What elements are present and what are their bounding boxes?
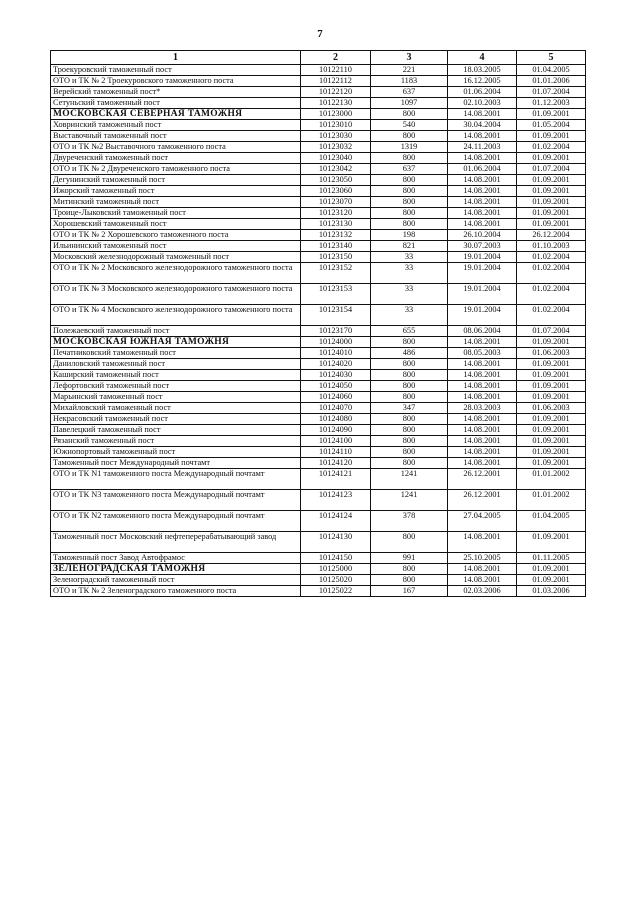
order-number-cell: 800 (371, 153, 448, 164)
column-header: 2 (301, 51, 371, 65)
table-row (51, 305, 586, 326)
effective-date-cell: 01.11.2005 (517, 553, 586, 564)
order-number-cell: 800 (371, 392, 448, 403)
post-name-cell: Двуреченский таможенный пост (51, 153, 301, 164)
column-header: 5 (517, 51, 586, 65)
post-name-cell: Южнопортовый таможенный пост (51, 447, 301, 458)
post-code-cell: 10124000 (301, 337, 371, 348)
order-number-cell: 1241 (371, 490, 448, 511)
page-number: 7 (317, 28, 323, 40)
post-code-cell: 10124090 (301, 425, 371, 436)
post-name-cell: Выставочный таможенный пост (51, 131, 301, 142)
column-header: 4 (448, 51, 517, 65)
table-row (51, 490, 586, 511)
post-name-cell: Печатниковский таможенный пост (51, 348, 301, 359)
order-number-cell: 800 (371, 458, 448, 469)
post-code-cell: 10123000 (301, 109, 371, 120)
post-code-cell: 10122120 (301, 87, 371, 98)
order-number-cell: 33 (371, 252, 448, 263)
post-code-cell: 10122130 (301, 98, 371, 109)
post-name-cell: Митинский таможенный пост (51, 197, 301, 208)
order-number-cell: 800 (371, 414, 448, 425)
table-row (51, 359, 586, 370)
post-code-cell: 10124130 (301, 532, 371, 553)
post-name-cell: ОТО и ТК № 2 Хорошевского таможенного поста (51, 230, 301, 241)
post-code-cell: 10122112 (301, 76, 371, 87)
table-row (51, 370, 586, 381)
effective-date-cell: 01.02.2004 (517, 263, 586, 284)
order-number-cell: 800 (371, 564, 448, 575)
post-code-cell: 10124030 (301, 370, 371, 381)
effective-date-cell: 01.06.2003 (517, 403, 586, 414)
post-name-cell: ОТО и ТК № 2 Зеленоградского таможенного поста (51, 586, 301, 597)
post-code-cell: 10124010 (301, 348, 371, 359)
order-number-cell: 221 (371, 65, 448, 76)
order-date-cell: 19.01.2004 (448, 305, 517, 326)
order-date-cell: 24.11.2003 (448, 142, 517, 153)
table-row (51, 436, 586, 447)
effective-date-cell: 01.09.2001 (517, 197, 586, 208)
order-date-cell: 30.04.2004 (448, 120, 517, 131)
order-date-cell: 14.08.2001 (448, 359, 517, 370)
post-code-cell: 10123170 (301, 326, 371, 337)
order-number-cell: 991 (371, 553, 448, 564)
order-number-cell: 1183 (371, 76, 448, 87)
table-row (51, 414, 586, 425)
section-row (51, 337, 586, 348)
effective-date-cell: 01.09.2001 (517, 153, 586, 164)
table-row (51, 252, 586, 263)
order-date-cell: 16.12.2005 (448, 76, 517, 87)
effective-date-cell: 01.01.2006 (517, 76, 586, 87)
order-date-cell: 14.08.2001 (448, 436, 517, 447)
order-number-cell: 800 (371, 109, 448, 120)
post-name-cell: Ховринский таможенный пост (51, 120, 301, 131)
post-code-cell: 10124110 (301, 447, 371, 458)
order-date-cell: 27.04.2005 (448, 511, 517, 532)
order-number-cell: 800 (371, 359, 448, 370)
section-row (51, 109, 586, 120)
post-name-cell: Верейский таможенный пост* (51, 87, 301, 98)
order-number-cell: 800 (371, 447, 448, 458)
table-row (51, 230, 586, 241)
post-code-cell: 10123040 (301, 153, 371, 164)
order-number-cell: 800 (371, 337, 448, 348)
post-name-cell: ОТО и ТК N1 таможенного поста Международный почтамт (51, 469, 301, 490)
post-name-cell: Сетуньский таможенный пост (51, 98, 301, 109)
post-code-cell: 10123120 (301, 208, 371, 219)
post-code-cell: 10124150 (301, 553, 371, 564)
effective-date-cell: 01.09.2001 (517, 337, 586, 348)
table-row (51, 458, 586, 469)
effective-date-cell: 01.02.2004 (517, 252, 586, 263)
effective-date-cell: 01.09.2001 (517, 564, 586, 575)
order-date-cell: 14.08.2001 (448, 131, 517, 142)
table-row (51, 532, 586, 553)
post-code-cell: 10123130 (301, 219, 371, 230)
order-date-cell: 25.10.2005 (448, 553, 517, 564)
table-row (51, 241, 586, 252)
post-code-cell: 10123132 (301, 230, 371, 241)
post-code-cell: 10125020 (301, 575, 371, 586)
order-number-cell: 167 (371, 586, 448, 597)
post-name-cell: Зеленоградский таможенный пост (51, 575, 301, 586)
table-row (51, 392, 586, 403)
post-code-cell: 10124070 (301, 403, 371, 414)
table-row (51, 403, 586, 414)
effective-date-cell: 01.09.2001 (517, 436, 586, 447)
order-number-cell: 800 (371, 425, 448, 436)
order-number-cell: 540 (371, 120, 448, 131)
order-number-cell: 800 (371, 219, 448, 230)
table-row (51, 469, 586, 490)
effective-date-cell: 01.07.2004 (517, 164, 586, 175)
order-number-cell: 347 (371, 403, 448, 414)
effective-date-cell: 01.09.2001 (517, 370, 586, 381)
table-row (51, 348, 586, 359)
post-name-cell: ОТО и ТК № 2 Московского железнодорожного таможенного поста (51, 263, 301, 284)
post-name-cell: Хорошевский таможенный пост (51, 219, 301, 230)
effective-date-cell: 01.01.2002 (517, 490, 586, 511)
effective-date-cell: 01.03.2006 (517, 586, 586, 597)
order-number-cell: 800 (371, 370, 448, 381)
post-name-cell: Ильининский таможенный пост (51, 241, 301, 252)
post-code-cell: 10123060 (301, 186, 371, 197)
order-number-cell: 378 (371, 511, 448, 532)
effective-date-cell: 01.04.2005 (517, 511, 586, 532)
post-code-cell: 10124120 (301, 458, 371, 469)
order-date-cell: 14.08.2001 (448, 381, 517, 392)
effective-date-cell: 01.09.2001 (517, 532, 586, 553)
order-number-cell: 800 (371, 186, 448, 197)
order-number-cell: 1319 (371, 142, 448, 153)
post-name-cell: ОТО и ТК №2 Выставочного таможенного поста (51, 142, 301, 153)
post-code-cell: 10124100 (301, 436, 371, 447)
order-number-cell: 33 (371, 263, 448, 284)
post-code-cell: 10123030 (301, 131, 371, 142)
table-row (51, 76, 586, 87)
order-date-cell: 14.08.2001 (448, 564, 517, 575)
post-name-cell: ОТО и ТК N3 таможенного поста Международный почтамт (51, 490, 301, 511)
order-date-cell: 14.08.2001 (448, 575, 517, 586)
table-row (51, 219, 586, 230)
order-date-cell: 02.10.2003 (448, 98, 517, 109)
order-date-cell: 01.06.2004 (448, 164, 517, 175)
order-number-cell: 800 (371, 436, 448, 447)
post-code-cell: 10123153 (301, 284, 371, 305)
effective-date-cell: 01.09.2001 (517, 425, 586, 436)
post-name-cell: ОТО и ТК № 3 Московского железнодорожного таможенного поста (51, 284, 301, 305)
post-code-cell: 10123042 (301, 164, 371, 175)
order-number-cell: 800 (371, 175, 448, 186)
table-row (51, 586, 586, 597)
post-code-cell: 10124080 (301, 414, 371, 425)
effective-date-cell: 01.02.2004 (517, 142, 586, 153)
order-date-cell: 28.03.2003 (448, 403, 517, 414)
table-row (51, 65, 586, 76)
table-row (51, 142, 586, 153)
post-code-cell: 10124124 (301, 511, 371, 532)
effective-date-cell: 26.12.2004 (517, 230, 586, 241)
order-date-cell: 14.08.2001 (448, 197, 517, 208)
order-number-cell: 1097 (371, 98, 448, 109)
order-date-cell: 14.08.2001 (448, 392, 517, 403)
table-row (51, 447, 586, 458)
order-number-cell: 33 (371, 305, 448, 326)
order-number-cell: 637 (371, 87, 448, 98)
post-name-cell: ОТО и ТК N2 таможенного поста Международный почтамт (51, 511, 301, 532)
table-row (51, 425, 586, 436)
post-code-cell: 10123032 (301, 142, 371, 153)
table-row (51, 197, 586, 208)
post-code-cell: 10123010 (301, 120, 371, 131)
post-name-cell: Михайловский таможенный пост (51, 403, 301, 414)
post-code-cell: 10123050 (301, 175, 371, 186)
post-name-cell: МОСКОВСКАЯ СЕВЕРНАЯ ТАМОЖНЯ (51, 109, 301, 120)
order-date-cell: 14.08.2001 (448, 219, 517, 230)
post-name-cell: Ижорский таможенный пост (51, 186, 301, 197)
order-number-cell: 486 (371, 348, 448, 359)
table-row (51, 131, 586, 142)
effective-date-cell: 01.09.2001 (517, 131, 586, 142)
order-number-cell: 198 (371, 230, 448, 241)
order-date-cell: 14.08.2001 (448, 175, 517, 186)
table-row (51, 120, 586, 131)
order-number-cell: 33 (371, 284, 448, 305)
table-header-row (51, 51, 586, 65)
customs-posts-table (50, 50, 586, 597)
post-name-cell: Некрасовский таможенный пост (51, 414, 301, 425)
order-date-cell: 08.06.2004 (448, 326, 517, 337)
order-date-cell: 19.01.2004 (448, 284, 517, 305)
order-date-cell: 30.07.2003 (448, 241, 517, 252)
order-date-cell: 02.03.2006 (448, 586, 517, 597)
order-number-cell: 800 (371, 381, 448, 392)
post-name-cell: Полежаевский таможенный пост (51, 326, 301, 337)
post-code-cell: 10124121 (301, 469, 371, 490)
table-row (51, 208, 586, 219)
effective-date-cell: 01.02.2004 (517, 305, 586, 326)
effective-date-cell: 01.09.2001 (517, 359, 586, 370)
post-name-cell: Таможенный пост Завод Автофрамос (51, 553, 301, 564)
order-number-cell: 800 (371, 575, 448, 586)
order-number-cell: 800 (371, 532, 448, 553)
post-code-cell: 10123140 (301, 241, 371, 252)
order-date-cell: 14.08.2001 (448, 109, 517, 120)
order-date-cell: 19.01.2004 (448, 263, 517, 284)
table-row (51, 381, 586, 392)
post-code-cell: 10125022 (301, 586, 371, 597)
post-name-cell: Павелецкий таможенный пост (51, 425, 301, 436)
order-date-cell: 18.03.2005 (448, 65, 517, 76)
post-name-cell: МОСКОВСКАЯ ЮЖНАЯ ТАМОЖНЯ (51, 337, 301, 348)
effective-date-cell: 01.07.2004 (517, 87, 586, 98)
order-date-cell: 14.08.2001 (448, 447, 517, 458)
order-date-cell: 01.06.2004 (448, 87, 517, 98)
post-name-cell: ОТО и ТК № 4 Московского железнодорожного таможенного поста (51, 305, 301, 326)
table-row (51, 284, 586, 305)
effective-date-cell: 01.01.2002 (517, 469, 586, 490)
effective-date-cell: 01.10.2003 (517, 241, 586, 252)
post-name-cell: Троице-Лыковский таможенный пост (51, 208, 301, 219)
table-row (51, 175, 586, 186)
post-code-cell: 10124050 (301, 381, 371, 392)
effective-date-cell: 01.09.2001 (517, 447, 586, 458)
order-date-cell: 14.08.2001 (448, 186, 517, 197)
post-code-cell: 10123154 (301, 305, 371, 326)
post-name-cell: Таможенный пост Международный почтамт (51, 458, 301, 469)
table-row (51, 164, 586, 175)
effective-date-cell: 01.07.2004 (517, 326, 586, 337)
table-row (51, 186, 586, 197)
table-row (51, 511, 586, 532)
post-name-cell: Марьинский таможенный пост (51, 392, 301, 403)
column-header: 3 (371, 51, 448, 65)
post-name-cell: Таможенный пост Московский нефтеперерабатывающий завод (51, 532, 301, 553)
post-name-cell: Троекуровский таможенный пост (51, 65, 301, 76)
table-row (51, 263, 586, 284)
order-date-cell: 08.05.2003 (448, 348, 517, 359)
table-row (51, 326, 586, 337)
post-name-cell: Лефортовский таможенный пост (51, 381, 301, 392)
effective-date-cell: 01.09.2001 (517, 458, 586, 469)
effective-date-cell: 01.09.2001 (517, 186, 586, 197)
order-number-cell: 800 (371, 197, 448, 208)
order-date-cell: 19.01.2004 (448, 252, 517, 263)
effective-date-cell: 01.02.2004 (517, 284, 586, 305)
effective-date-cell: 01.09.2001 (517, 575, 586, 586)
effective-date-cell: 01.09.2001 (517, 175, 586, 186)
effective-date-cell: 01.12.2003 (517, 98, 586, 109)
order-date-cell: 14.08.2001 (448, 370, 517, 381)
post-name-cell: Даниловский таможенный пост (51, 359, 301, 370)
effective-date-cell: 01.09.2001 (517, 414, 586, 425)
order-date-cell: 26.12.2001 (448, 469, 517, 490)
table-row (51, 153, 586, 164)
post-code-cell: 10122110 (301, 65, 371, 76)
table-row (51, 87, 586, 98)
order-number-cell: 655 (371, 326, 448, 337)
post-code-cell: 10124060 (301, 392, 371, 403)
order-date-cell: 26.12.2001 (448, 490, 517, 511)
order-date-cell: 14.08.2001 (448, 414, 517, 425)
order-date-cell: 26.10.2004 (448, 230, 517, 241)
column-header: 1 (51, 51, 301, 65)
table-body (51, 65, 586, 597)
post-name-cell: Дегунинский таможенный пост (51, 175, 301, 186)
post-name-cell: ОТО и ТК № 2 Двуреченского таможенного поста (51, 164, 301, 175)
post-name-cell: Московский железнодорожный таможенный пост (51, 252, 301, 263)
table-row (51, 553, 586, 564)
section-row (51, 564, 586, 575)
table-row (51, 98, 586, 109)
post-name-cell: ЗЕЛЕНОГРАДСКАЯ ТАМОЖНЯ (51, 564, 301, 575)
effective-date-cell: 01.09.2001 (517, 208, 586, 219)
effective-date-cell: 01.09.2001 (517, 392, 586, 403)
effective-date-cell: 01.05.2004 (517, 120, 586, 131)
post-code-cell: 10123070 (301, 197, 371, 208)
post-code-cell: 10124123 (301, 490, 371, 511)
order-date-cell: 14.08.2001 (448, 425, 517, 436)
post-name-cell: Каширский таможенный пост (51, 370, 301, 381)
order-number-cell: 800 (371, 208, 448, 219)
order-date-cell: 14.08.2001 (448, 532, 517, 553)
order-date-cell: 14.08.2001 (448, 153, 517, 164)
order-date-cell: 14.08.2001 (448, 208, 517, 219)
effective-date-cell: 01.04.2005 (517, 65, 586, 76)
post-name-cell: ОТО и ТК № 2 Троекуровского таможенного поста (51, 76, 301, 87)
effective-date-cell: 01.06.2003 (517, 348, 586, 359)
order-number-cell: 1241 (371, 469, 448, 490)
effective-date-cell: 01.09.2001 (517, 109, 586, 120)
order-date-cell: 14.08.2001 (448, 458, 517, 469)
post-code-cell: 10123152 (301, 263, 371, 284)
order-number-cell: 821 (371, 241, 448, 252)
order-number-cell: 800 (371, 131, 448, 142)
post-code-cell: 10125000 (301, 564, 371, 575)
table-row (51, 575, 586, 586)
post-code-cell: 10123150 (301, 252, 371, 263)
order-date-cell: 14.08.2001 (448, 337, 517, 348)
effective-date-cell: 01.09.2001 (517, 219, 586, 230)
order-number-cell: 637 (371, 164, 448, 175)
post-name-cell: Рязанский таможенный пост (51, 436, 301, 447)
post-code-cell: 10124020 (301, 359, 371, 370)
effective-date-cell: 01.09.2001 (517, 381, 586, 392)
